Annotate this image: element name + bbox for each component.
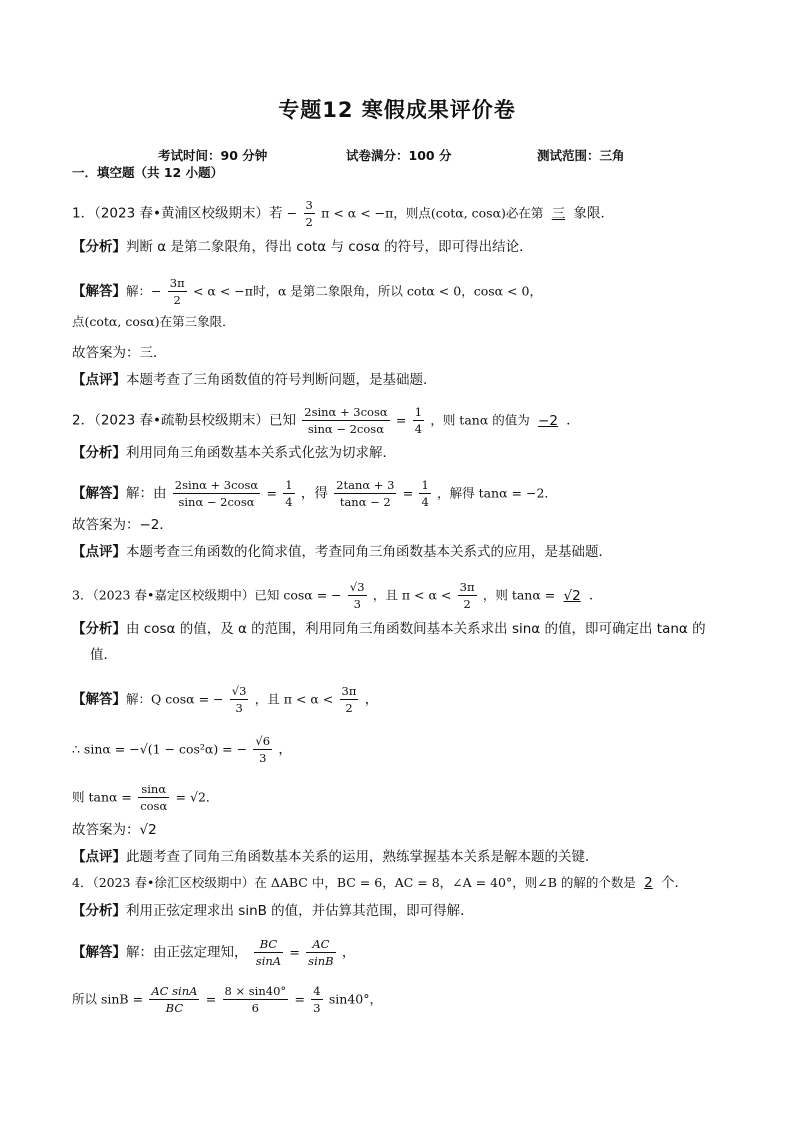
section-heading: 一．填空题（共 12 小题） (72, 165, 224, 180)
q3-solution-line3: 则 tanα = $\frac{\sin\alpha}{\cos\alpha}$ = √2． (72, 782, 219, 813)
question-1: 1．（2023 春•黄浦区校级期末）若 − $\frac{3}{2}$ π < α < −π，则点(cotα, cosα)必在第 三 象限． (72, 198, 615, 229)
q1-analysis: 【分析】判断 α 是第二象限角，得出 cotα 与 cosα 的符号，即可得出结论． (72, 239, 533, 255)
exam-time: 考试时间：90 分钟 (158, 148, 268, 163)
q1-final: 故答案为：三． (72, 345, 167, 361)
question-3: 3．（2023 春•嘉定区校级期中）已知 cosα = − $\frac{√3}{3}$ ，且 π < α < $\frac{3\pi}{2}$ ，则 tanα = √2 ． (72, 580, 603, 611)
exam-score: 试卷满分：100 分 (346, 148, 452, 163)
q4-answer: 2 (644, 875, 653, 891)
q2-comment: 【点评】本题考查三角函数的化简求值，考查同角三角函数基本关系式的应用，是基础题． (72, 544, 612, 560)
q3-comment: 【点评】此题考查了同角三角函数基本关系的运用，熟练掌握基本关系是解本题的关键． (72, 849, 599, 865)
q3-solution: 【解答】解：Q cosα = − $\frac{√3}{3}$ ，且 π < α < $\frac{3\pi}{2}$ ， (72, 684, 379, 715)
question-2: 2．（2023 春•疏勒县校级期末）已知 $\frac{2\sin\alpha + 3\cos\alpha}{\sin\alpha - 2\cos\alpha}$ = $\frac{1}{4}$ ，则 tanα 的值为 −2 ． (72, 405, 580, 436)
q2-answer: −2 (538, 412, 558, 429)
q1-stem: 1．（2023 春•黄浦区校级期末）若 (72, 205, 283, 222)
q3-analysis-cont: 值． (90, 647, 117, 663)
q1-fraction: $\frac{3}{2}$ (305, 198, 313, 229)
q4-solution-line2: 所以 sinB = $\frac{\text{AC sinA}}{BC}$ = $\frac{8 \times \sin 40^\circ}{6}$ = $\frac{4}{3}$ sin40°， (72, 984, 382, 1015)
q1-solution: 【解答】解：− $\frac{3\pi}{2}$ < α < −π时，α 是第二象限角，所以 cotα < 0，cosα < 0， (72, 276, 542, 307)
q4-solution: 【解答】解：由正弦定理知， $\frac{BC}{\sin A}$ = $\frac{AC}{\sin B}$ ， (72, 937, 356, 968)
q3-answer: √2 (563, 587, 581, 604)
q2-solution: 【解答】解：由 $\frac{2\sin\alpha + 3\cos\alpha}{\sin\alpha - 2\cos\alpha}$ = $\frac{1}{4}$ ，得 $\frac{2\tan\alpha + 3}{\tan\alpha - 2}$ = $\frac{1}{4}$ ，解得 tanα = −2． (72, 478, 557, 509)
q1-answer: 三 (551, 205, 566, 222)
q2-analysis: 【分析】利用同角三角函数基本关系式化弦为切求解． (72, 445, 396, 461)
q3-solution-line2: ∴ sinα = −√(1 − cos²α) = − $\frac{√6}{3}$ ， (72, 734, 292, 765)
q2-final: 故答案为：−2． (72, 517, 173, 533)
exam-range: 测试范围：三角 (537, 148, 625, 163)
page-title: 专题12 寒假成果评价卷 (278, 98, 516, 122)
q1-comment: 【点评】本题考查了三角函数值的符号判断问题，是基础题． (72, 372, 437, 388)
q3-analysis: 【分析】由 cosα 的值，及 α 的范围，利用同角三角函数间基本关系求出 sinα 的值，即可确定出 tanα 的 (72, 621, 706, 637)
q4-analysis: 【分析】利用正弦定理求出 sinB 的值，并估算其范围，即可得解． (72, 903, 474, 919)
q3-final: 故答案为：√2 (72, 822, 157, 838)
q1-solution-line2: 点(cotα, cosα)在第三象限． (72, 314, 235, 329)
question-4: 4．（2023 春•徐汇区校级期中）在 ΔABC 中，BC = 6，AC = 8，∠A = 40°，则∠B 的解的个数是 2 个． (72, 875, 689, 891)
